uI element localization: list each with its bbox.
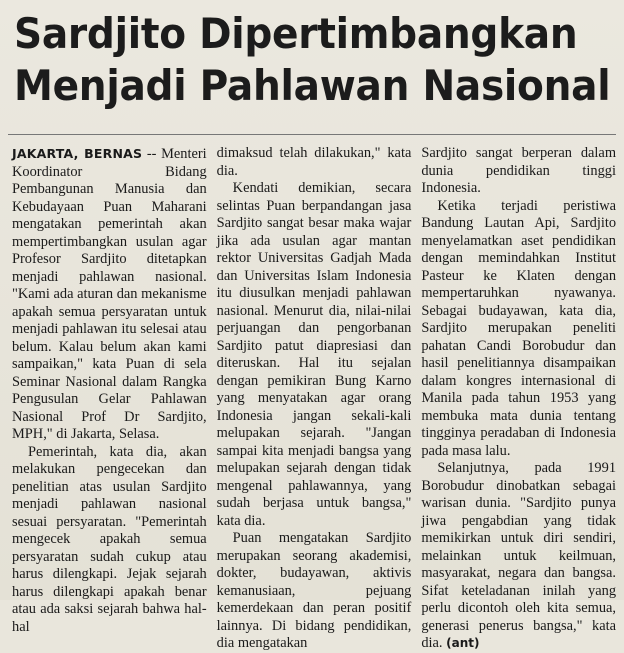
dateline: JAKARTA, BERNAS <box>12 146 143 161</box>
paragraph: Kendati demikian, secara selintas Puan berpandangan jasa Sardjito sangat besar maka wajar jika ada usulan agar mantan rektor Universitas Gadjah Mada dan Universitas Islam Indonesia itu diusulkan menjadi pahlawan nasional. Menurut dia, nilai-nilai perjuangan dan pengorbanan Sardjito patut diapresiasi dan diteruskan. Hal itu sejalan dengan pemikiran Bung Karno yang menyatakan agar orang Indonesia jangan sekali-kali melupakan sejarah. "Jangan sampai kita menjadi bangsa yang melupakan sejarah dengan tidak mengenal pahlawannya, yang sudah berjasa untuk bangsa," kata dia. <box>216 180 412 529</box>
headline <box>14 8 611 112</box>
column-1 <box>12 145 207 653</box>
paragraph: dimaksud telah dilakukan," kata dia. <box>216 145 412 179</box>
paragraph: Puan mengatakan Sardjito merupakan seorang akademisi, dokter, budayawan, aktivis kemanusiaan, pejuang kemerdekaan dan peran positif lainnya. Di bidang pendidikan, dia mengatakan <box>216 530 412 651</box>
paragraph: Sardjito sangat berperan dalam dunia pendidikan tinggi Indonesia. <box>421 145 617 196</box>
headline-line-1: Sardjito Dipertimbangkan <box>14 9 578 58</box>
headline-rule <box>8 134 616 135</box>
column-3 <box>421 145 616 653</box>
column-2 <box>217 145 412 653</box>
source-credit: (ant) <box>446 636 480 650</box>
paragraph <box>12 145 207 444</box>
paragraph: Pemerintah, kata dia, akan melakukan pengecekan dan penelitian atas usulan Sardjito menjadi pahlawan nasional sesuai persyaratan. "Pemerintah mengecek apakah semua persyaratan sudah cukup atau harus dilengkapi. Jejak sejarah harus dilengkapi apakah benar atau ada saksi sejarah bahwa hal-hal <box>12 443 207 635</box>
paragraph <box>421 460 616 653</box>
headline-line-2: Menjadi Pahlawan Nasional <box>14 61 611 110</box>
article-body <box>8 145 616 653</box>
paragraph-text: Selanjutnya, pada 1991 Borobudur dinobatkan sebagai warisan dunia. "Sardjito punya jiwa pengabdian yang tidak memikirkan untuk diri sendiri, melainkan untuk keilmuan, masyarakat, negara dan bangsa. Sifat keteladanan inilah yang perlu dicontoh oleh kita semua, generasi penerus bangsa," kata dia. <box>421 460 617 651</box>
paragraph: Ketika terjadi peristiwa Bandung Lautan Api, Sardjito menyelamatkan aset pendidikan dengan memindahkan Institut Pasteur ke Klaten dengan mempertaruhkan nyawanya. Sebagai budayawan, kata dia, Sardjito merupakan peneliti pahatan Candi Borobudur dan hasil penelitiannya disampaikan dalam kongres internasional di Manila pada tahun 1953 yang membuka mata dunia tentang tingginya peradaban di Indonesia pada masa lalu. <box>421 197 617 459</box>
paragraph-text: -- Menteri Koordinator Bidang Pembangunan Manusia dan Kebudayaan Puan Maharani mengatakan pemerintah akan mempertimbangkan usulan agar Profesor Sardjito ditetapkan menjadi pahlawan nasional. "Kami ada aturan dan mekanisme apakah semua persyaratan untuk menjadi pahlawan itu selesai atau belum. Kalau belum akan kami sampaikan," kata Puan di sela Seminar Nasional dalam Rangka Pengusulan Gelar Pahlawan Nasional Prof Dr Sardjito, MPH," di Jakarta, Selasa. <box>12 146 207 442</box>
